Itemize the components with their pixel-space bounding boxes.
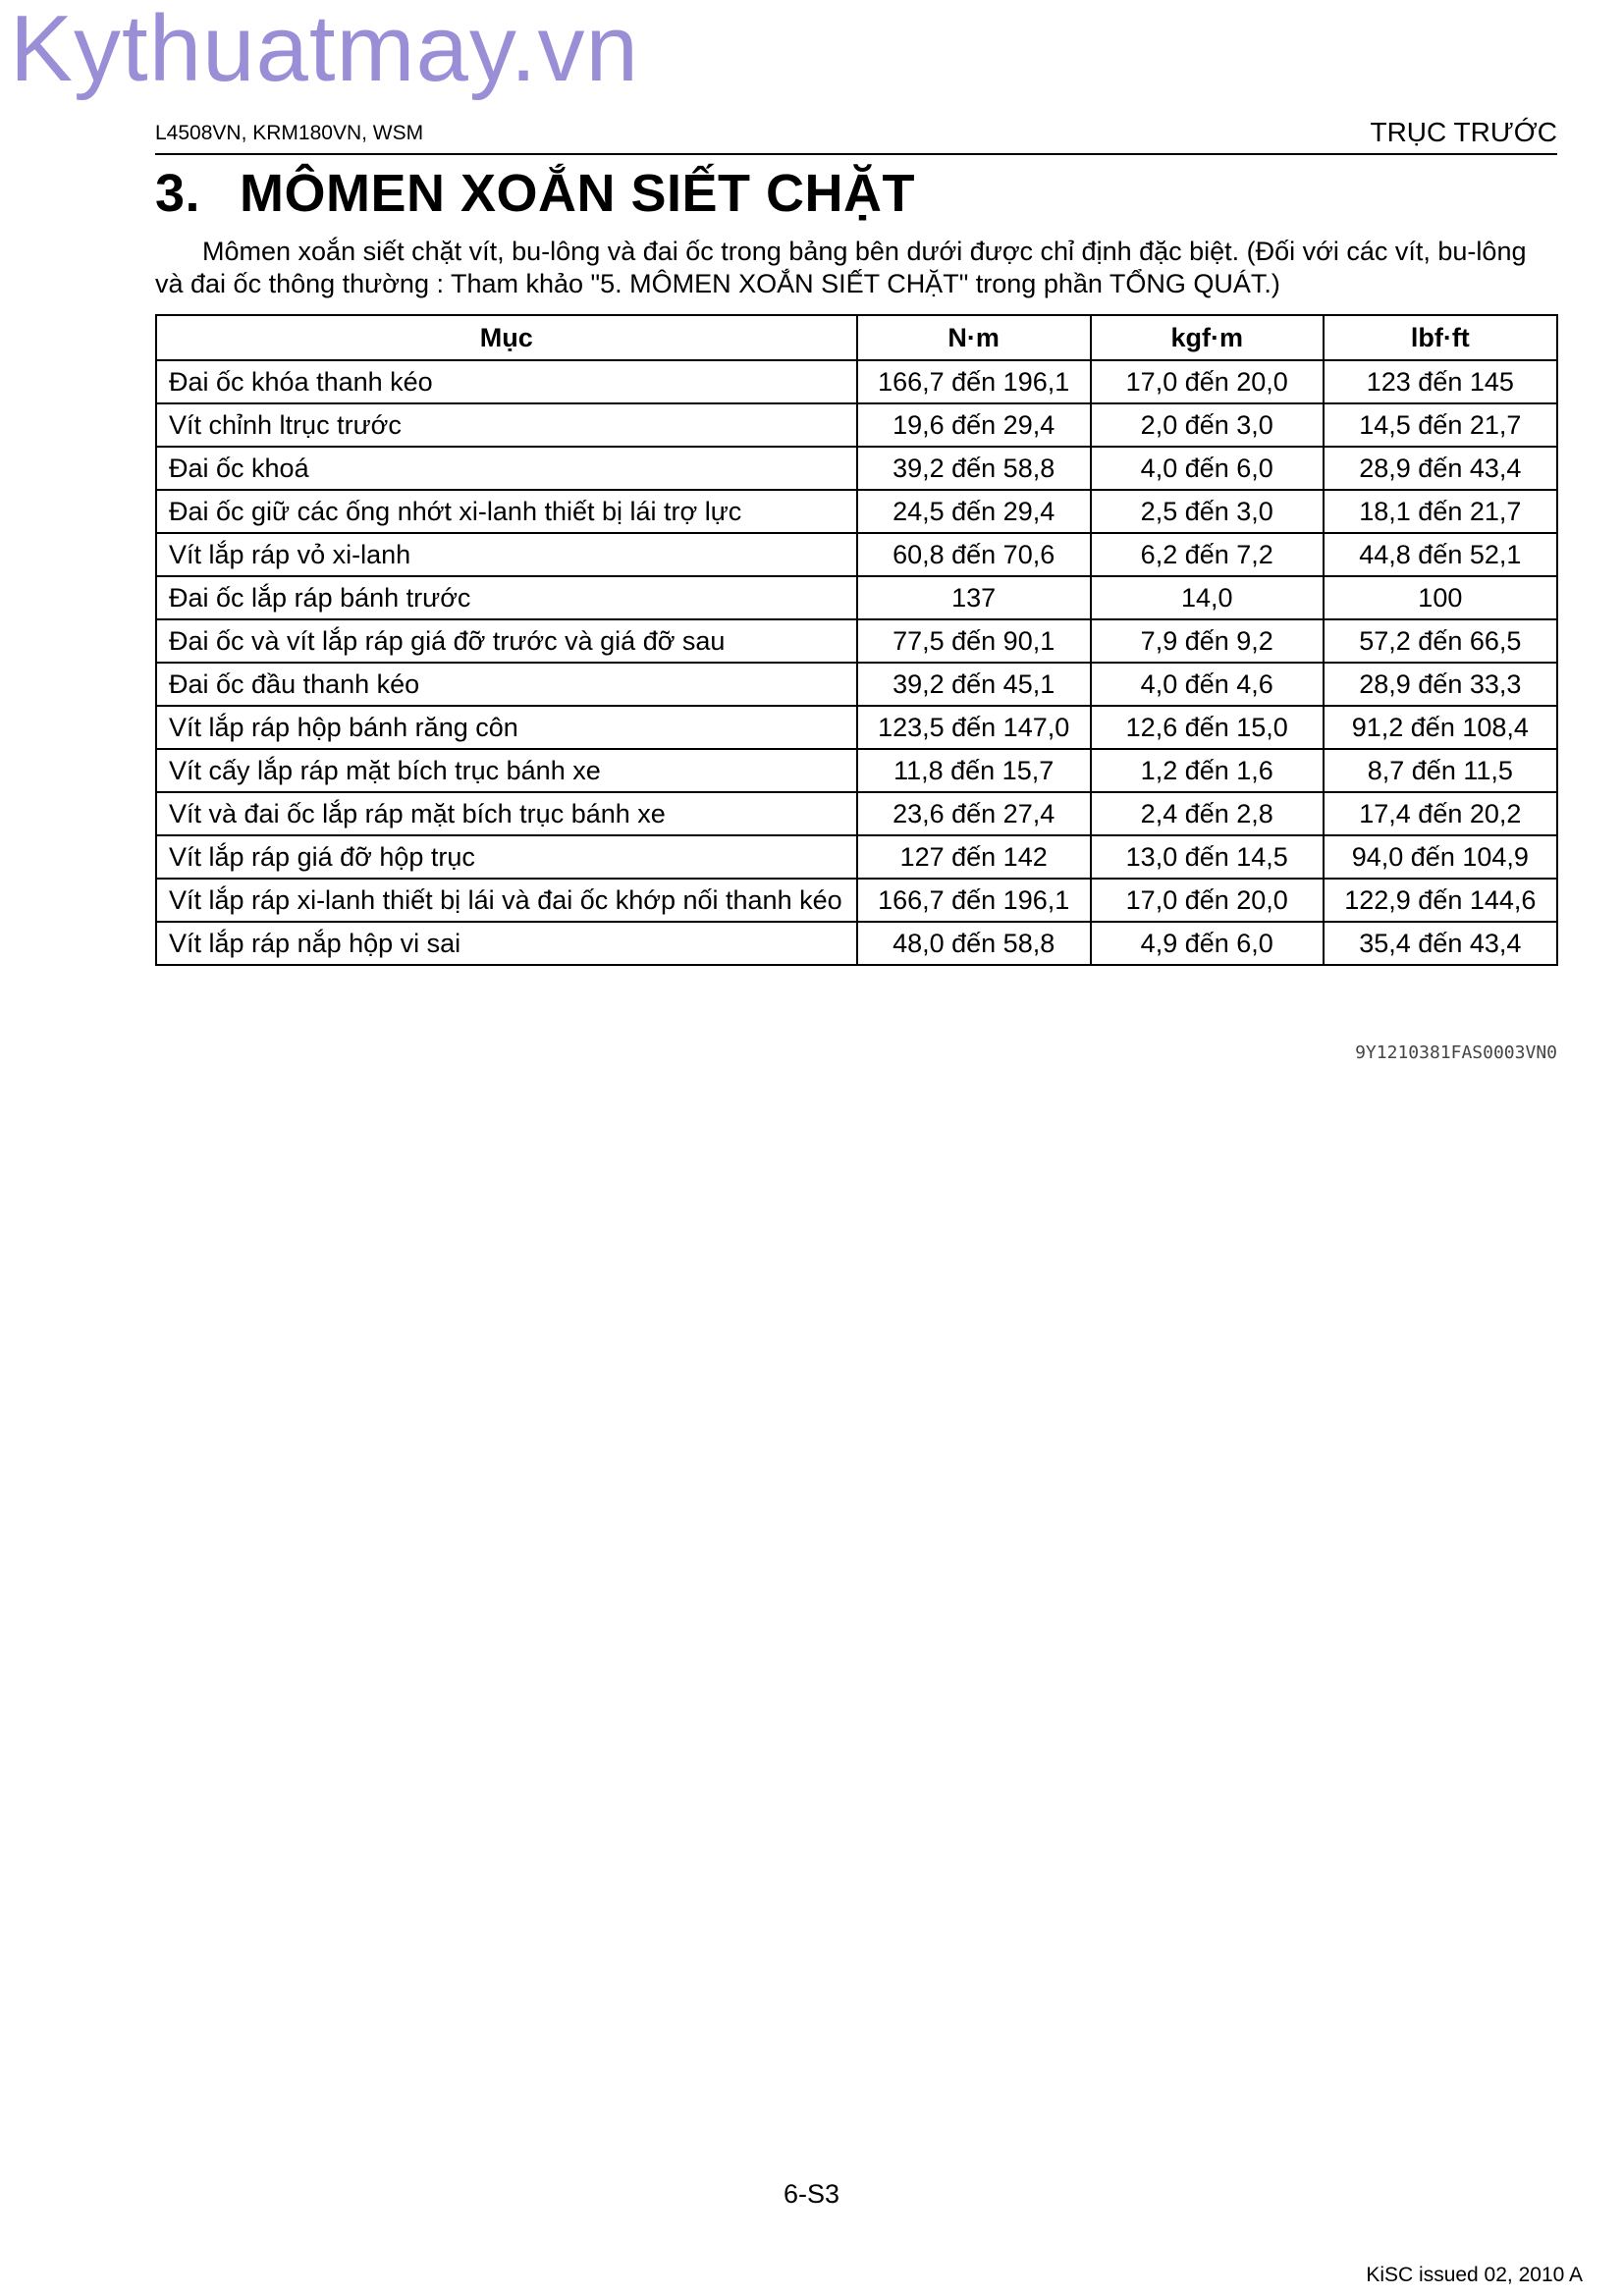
cell-kgfm: 17,0 đến 20,0 — [1091, 360, 1324, 403]
table-header-row — [156, 315, 1557, 360]
table-row — [156, 619, 1557, 663]
cell-lbfft: 35,4 đến 43,4 — [1324, 922, 1557, 965]
watermark-logo: Kythuatmay.vn — [10, 0, 639, 101]
table-row — [156, 360, 1557, 403]
cell-item: Đai ốc lắp ráp bánh trước — [156, 576, 857, 619]
cell-lbfft: 8,7 đến 11,5 — [1324, 749, 1557, 792]
torque-table — [155, 314, 1558, 966]
cell-item: Vít lắp ráp nắp hộp vi sai — [156, 922, 857, 965]
cell-kgfm: 6,2 đến 7,2 — [1091, 533, 1324, 576]
table-row — [156, 706, 1557, 749]
cell-lbfft: 91,2 đến 108,4 — [1324, 706, 1557, 749]
cell-lbfft: 28,9 đến 33,3 — [1324, 663, 1557, 706]
table-row — [156, 490, 1557, 533]
page-number: 6-S3 — [783, 2179, 840, 2209]
cell-lbfft: 94,0 đến 104,9 — [1324, 835, 1557, 879]
cell-item: Vít lắp ráp giá đỡ hộp trục — [156, 835, 857, 879]
cell-nm: 39,2 đến 45,1 — [857, 663, 1091, 706]
intro-text: Mômen xoắn siết chặt vít, bu-lông và đai ốc trong bảng bên dưới được chỉ định đặc biệt. (Đối với các vít, bu-lông và đai ốc thông thường : Tham khảo "5. MÔMEN XOẮN SIẾT CHẶT" trong phần TỔNG QUÁT.) — [155, 237, 1527, 298]
table-row — [156, 749, 1557, 792]
cell-nm: 24,5 đến 29,4 — [857, 490, 1091, 533]
cell-kgfm: 17,0 đến 20,0 — [1091, 879, 1324, 922]
issue-note: KiSC issued 02, 2010 A — [1366, 2264, 1583, 2286]
cell-item: Vít lắp ráp xi-lanh thiết bị lái và đai ốc khớp nối thanh kéo — [156, 879, 857, 922]
table-row — [156, 879, 1557, 922]
cell-lbfft: 57,2 đến 66,5 — [1324, 619, 1557, 663]
cell-nm: 11,8 đến 15,7 — [857, 749, 1091, 792]
cell-item: Vít và đai ốc lắp ráp mặt bích trục bánh xe — [156, 792, 857, 835]
cell-kgfm: 2,0 đến 3,0 — [1091, 403, 1324, 447]
cell-kgfm: 14,0 — [1091, 576, 1324, 619]
cell-lbfft: 44,8 đến 52,1 — [1324, 533, 1557, 576]
cell-kgfm: 2,5 đến 3,0 — [1091, 490, 1324, 533]
cell-lbfft: 17,4 đến 20,2 — [1324, 792, 1557, 835]
column-header-item: Mục — [156, 315, 857, 360]
cell-lbfft: 18,1 đến 21,7 — [1324, 490, 1557, 533]
cell-item: Đai ốc giữ các ống nhớt xi-lanh thiết bị lái trợ lực — [156, 490, 857, 533]
cell-kgfm: 7,9 đến 9,2 — [1091, 619, 1324, 663]
cell-item: Đai ốc và vít lắp ráp giá đỡ trước và giá đỡ sau — [156, 619, 857, 663]
cell-lbfft: 14,5 đến 21,7 — [1324, 403, 1557, 447]
section-title-text: MÔMEN XOẮN SIẾT CHẶT — [240, 164, 916, 223]
cell-lbfft: 123 đến 145 — [1324, 360, 1557, 403]
table-row — [156, 922, 1557, 965]
cell-nm: 60,8 đến 70,6 — [857, 533, 1091, 576]
cell-nm: 166,7 đến 196,1 — [857, 360, 1091, 403]
cell-nm: 48,0 đến 58,8 — [857, 922, 1091, 965]
document-code: 9Y1210381FAS0003VN0 — [1355, 1042, 1557, 1063]
cell-item: Vít lắp ráp vỏ xi-lanh — [156, 533, 857, 576]
cell-lbfft: 122,9 đến 144,6 — [1324, 879, 1557, 922]
cell-nm: 39,2 đến 58,8 — [857, 447, 1091, 490]
cell-item: Đai ốc khóa thanh kéo — [156, 360, 857, 403]
table-row — [156, 663, 1557, 706]
cell-nm: 77,5 đến 90,1 — [857, 619, 1091, 663]
intro-paragraph — [155, 236, 1557, 300]
cell-nm: 127 đến 142 — [857, 835, 1091, 879]
cell-nm: 137 — [857, 576, 1091, 619]
cell-kgfm: 13,0 đến 14,5 — [1091, 835, 1324, 879]
table-row — [156, 447, 1557, 490]
table-row — [156, 792, 1557, 835]
table-row — [156, 403, 1557, 447]
page-header — [155, 116, 1557, 155]
cell-item: Vít cấy lắp ráp mặt bích trục bánh xe — [156, 749, 857, 792]
table-body — [156, 360, 1557, 965]
cell-item: Vít lắp ráp hộp bánh răng côn — [156, 706, 857, 749]
cell-kgfm: 12,6 đến 15,0 — [1091, 706, 1324, 749]
column-header-kgfm: kgf·m — [1091, 315, 1324, 360]
cell-nm: 19,6 đến 29,4 — [857, 403, 1091, 447]
cell-item: Vít chỉnh ltrục trước — [156, 403, 857, 447]
cell-nm: 23,6 đến 27,4 — [857, 792, 1091, 835]
cell-lbfft: 100 — [1324, 576, 1557, 619]
table-row — [156, 576, 1557, 619]
cell-kgfm: 2,4 đến 2,8 — [1091, 792, 1324, 835]
cell-item: Đai ốc đầu thanh kéo — [156, 663, 857, 706]
column-header-lbfft: lbf·ft — [1324, 315, 1557, 360]
cell-nm: 166,7 đến 196,1 — [857, 879, 1091, 922]
section-number: 3. — [155, 164, 201, 223]
table-row — [156, 835, 1557, 879]
table-row — [156, 533, 1557, 576]
cell-item: Đai ốc khoá — [156, 447, 857, 490]
header-model-list: L4508VN, KRM180VN, WSM — [155, 122, 424, 144]
cell-kgfm: 4,0 đến 4,6 — [1091, 663, 1324, 706]
header-chapter-title: TRỤC TRƯỚC — [1370, 117, 1557, 147]
cell-kgfm: 1,2 đến 1,6 — [1091, 749, 1324, 792]
cell-kgfm: 4,0 đến 6,0 — [1091, 447, 1324, 490]
cell-kgfm: 4,9 đến 6,0 — [1091, 922, 1324, 965]
section-title — [155, 163, 915, 224]
cell-lbfft: 28,9 đến 43,4 — [1324, 447, 1557, 490]
cell-nm: 123,5 đến 147,0 — [857, 706, 1091, 749]
column-header-nm: N·m — [857, 315, 1091, 360]
